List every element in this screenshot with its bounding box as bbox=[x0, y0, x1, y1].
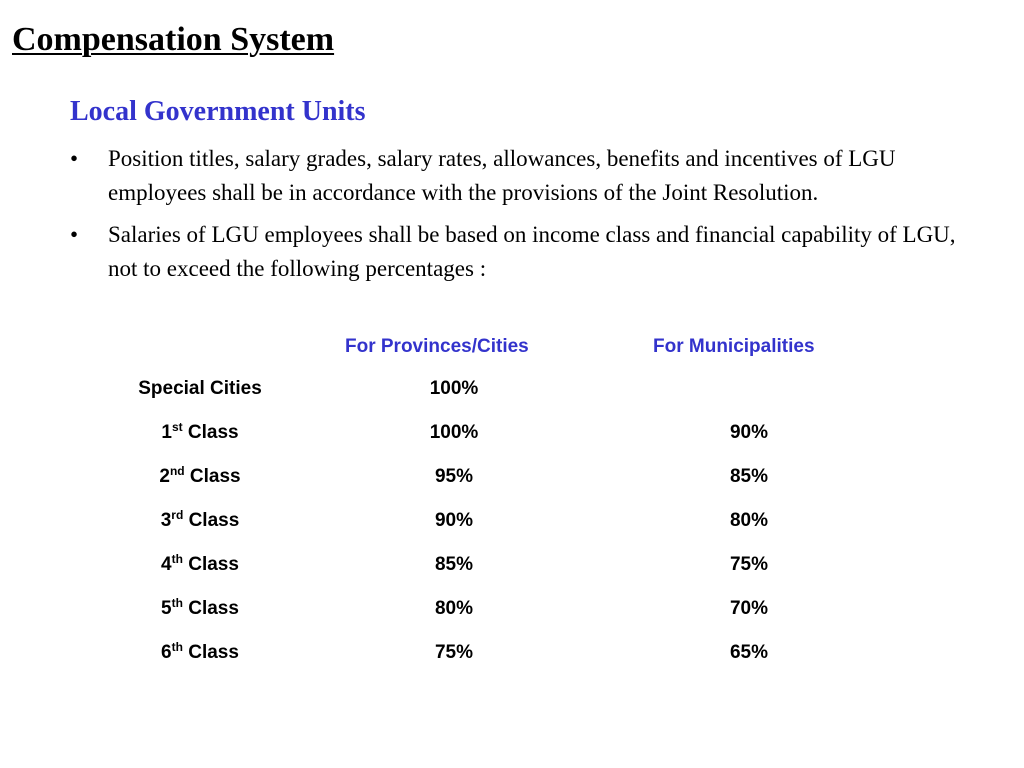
page-title: Compensation System bbox=[12, 21, 335, 58]
ordinal-suffix: th bbox=[171, 640, 183, 654]
table-row bbox=[0, 554, 1024, 584]
provinces-percentage: 75% bbox=[434, 642, 474, 663]
class-text: Class bbox=[182, 598, 239, 619]
provinces-percentage: 100% bbox=[429, 422, 479, 443]
class-number: 1 bbox=[161, 422, 172, 443]
municipalities-percentage: 65% bbox=[729, 642, 769, 663]
table-row bbox=[0, 642, 1024, 672]
provinces-percentage: 100% bbox=[429, 378, 479, 399]
class-label bbox=[161, 598, 239, 620]
municipalities-percentage: 85% bbox=[729, 466, 769, 487]
class-number: 5 bbox=[161, 598, 172, 619]
bullet-dot: • bbox=[70, 146, 79, 171]
bullet-item bbox=[70, 142, 970, 210]
class-text: Class bbox=[184, 466, 241, 487]
bullet-list bbox=[70, 142, 970, 294]
bullet-dot: • bbox=[70, 222, 79, 247]
class-text: Class bbox=[182, 422, 239, 443]
class-number: 2 bbox=[159, 466, 170, 487]
provinces-percentage: 90% bbox=[434, 510, 474, 531]
ordinal-suffix: nd bbox=[169, 464, 185, 478]
provinces-percentage: 95% bbox=[434, 466, 474, 487]
municipalities-percentage: 90% bbox=[729, 422, 769, 443]
class-number: 4 bbox=[161, 554, 172, 575]
municipalities-percentage: 75% bbox=[729, 554, 769, 575]
class-number: 6 bbox=[161, 642, 172, 663]
class-text: Special Cities bbox=[138, 378, 262, 399]
header-provinces-cities: For Provinces/Cities bbox=[345, 336, 529, 357]
class-text: Class bbox=[182, 554, 239, 575]
table-row bbox=[0, 598, 1024, 628]
bullet-item bbox=[70, 218, 970, 286]
municipalities-percentage: 80% bbox=[729, 510, 769, 531]
ordinal-suffix: rd bbox=[171, 508, 184, 522]
header-municipalities: For Municipalities bbox=[653, 336, 815, 357]
class-text: Class bbox=[183, 510, 240, 531]
table-row bbox=[0, 378, 1024, 408]
bullet-text: Salaries of LGU employees shall be based on income class and financial capability of LGU, not to exceed the following percentages : bbox=[108, 222, 956, 281]
table-row bbox=[0, 422, 1024, 452]
section-subtitle: Local Government Units bbox=[70, 96, 366, 127]
class-label bbox=[138, 378, 262, 400]
ordinal-suffix: th bbox=[171, 552, 183, 566]
table-row bbox=[0, 466, 1024, 496]
ordinal-suffix: th bbox=[171, 596, 183, 610]
class-label bbox=[161, 554, 239, 576]
ordinal-suffix: st bbox=[171, 420, 183, 434]
provinces-percentage: 80% bbox=[434, 598, 474, 619]
class-label bbox=[161, 422, 238, 444]
bullet-text: Position titles, salary grades, salary rates, allowances, benefits and incentives of LGU employees shall be in accordance with the provisions of the Joint Resolution. bbox=[108, 146, 896, 205]
class-number: 3 bbox=[160, 510, 172, 531]
class-text: Class bbox=[182, 642, 239, 663]
class-label bbox=[161, 510, 240, 532]
municipalities-percentage: 70% bbox=[729, 598, 769, 619]
table-row bbox=[0, 510, 1024, 540]
provinces-percentage: 85% bbox=[434, 554, 474, 575]
class-label bbox=[161, 642, 239, 664]
class-label bbox=[159, 466, 240, 488]
